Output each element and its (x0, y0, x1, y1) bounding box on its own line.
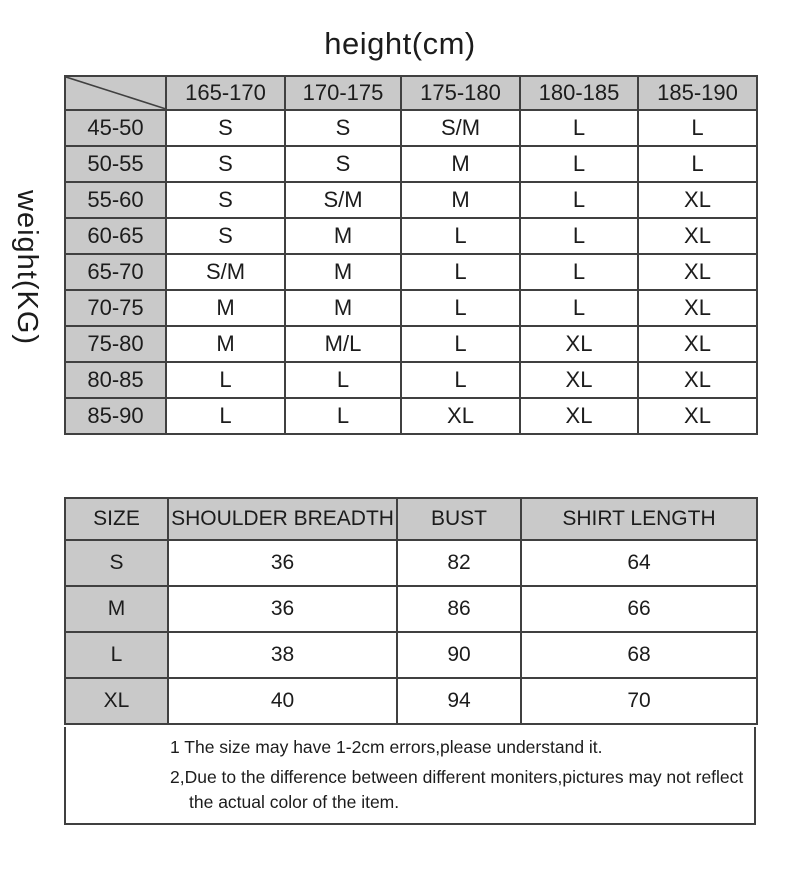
measurement-cell: 82 (397, 540, 521, 586)
measurement-cell: 70 (521, 678, 757, 724)
table-row (65, 586, 757, 632)
note-line-3: the actual color of the item. (189, 792, 400, 812)
size-cell: XL (520, 398, 638, 434)
table-row (65, 110, 757, 146)
measurement-cell: 40 (168, 678, 397, 724)
size-row-header: L (65, 632, 168, 678)
size-cell: L (285, 398, 401, 434)
weight-row-header: 75-80 (65, 326, 166, 362)
size-cell: L (401, 254, 520, 290)
measurement-column-header: SHOULDER BREADTH (168, 498, 397, 540)
size-cell: S (285, 146, 401, 182)
table-row (65, 632, 757, 678)
size-cell: L (638, 110, 757, 146)
measurement-cell: 94 (397, 678, 521, 724)
size-cell: L (520, 182, 638, 218)
notes-box (64, 727, 756, 825)
size-cell: L (401, 326, 520, 362)
size-cell: L (166, 362, 285, 398)
measurement-cell: 38 (168, 632, 397, 678)
weight-row-header: 50-55 (65, 146, 166, 182)
size-cell: XL (638, 326, 757, 362)
table-row (65, 218, 757, 254)
height-column-header: 165-170 (166, 76, 285, 110)
weight-row-header: 55-60 (65, 182, 166, 218)
size-cell: XL (520, 362, 638, 398)
table-header-row (65, 76, 757, 110)
measurement-cell: 86 (397, 586, 521, 632)
size-cell: M (285, 290, 401, 326)
size-cell: M (166, 326, 285, 362)
size-cell: L (285, 362, 401, 398)
size-cell: M (166, 290, 285, 326)
size-cell: XL (638, 398, 757, 434)
size-cell: XL (638, 362, 757, 398)
height-column-header: 175-180 (401, 76, 520, 110)
size-cell: L (520, 254, 638, 290)
size-cell: M (285, 254, 401, 290)
height-column-header: 185-190 (638, 76, 757, 110)
size-cell: L (401, 218, 520, 254)
size-cell: S (166, 218, 285, 254)
measurement-cell: 66 (521, 586, 757, 632)
size-cell: L (520, 146, 638, 182)
weight-row-header: 85-90 (65, 398, 166, 434)
axis-corner-cell (65, 76, 166, 110)
measurement-column-header: BUST (397, 498, 521, 540)
size-cell: S/M (285, 182, 401, 218)
weight-height-size-table (64, 75, 758, 435)
weight-row-header: 65-70 (65, 254, 166, 290)
size-cell: S/M (401, 110, 520, 146)
size-row-header: XL (65, 678, 168, 724)
size-cell: S (166, 182, 285, 218)
measurement-cell: 64 (521, 540, 757, 586)
height-column-header: 170-175 (285, 76, 401, 110)
weight-row-header: 70-75 (65, 290, 166, 326)
table-row (65, 362, 757, 398)
size-cell: XL (638, 218, 757, 254)
table-header-row (65, 498, 757, 540)
measurement-cell: 68 (521, 632, 757, 678)
size-cell: S (166, 146, 285, 182)
measurements-table (64, 497, 758, 725)
size-cell: S (285, 110, 401, 146)
measurement-column-header: SIZE (65, 498, 168, 540)
size-cell: L (401, 290, 520, 326)
table-row (65, 678, 757, 724)
size-cell: XL (638, 254, 757, 290)
size-cell: M/L (285, 326, 401, 362)
weight-row-header: 45-50 (65, 110, 166, 146)
size-row-header: M (65, 586, 168, 632)
size-cell: L (520, 110, 638, 146)
measurement-cell: 36 (168, 586, 397, 632)
size-cell: M (285, 218, 401, 254)
size-cell: M (401, 146, 520, 182)
size-cell: L (638, 146, 757, 182)
table-row (65, 290, 757, 326)
diagonal-line (66, 77, 165, 109)
size-cell: L (166, 398, 285, 434)
measurement-cell: 90 (397, 632, 521, 678)
table-row (65, 398, 757, 434)
height-axis-title: height(cm) (324, 26, 476, 61)
weight-row-header: 80-85 (65, 362, 166, 398)
size-cell: L (401, 362, 520, 398)
table-row (65, 182, 757, 218)
measurement-column-header: SHIRT LENGTH (521, 498, 757, 540)
size-cell: S/M (166, 254, 285, 290)
table-row (65, 254, 757, 290)
size-cell: L (520, 218, 638, 254)
table-row (65, 326, 757, 362)
measurement-cell: 36 (168, 540, 397, 586)
height-column-header: 180-185 (520, 76, 638, 110)
weight-axis-title: weight(KG) (11, 190, 43, 346)
size-cell: XL (520, 326, 638, 362)
note-line-1: 1 The size may have 1-2cm errors,please understand it. (170, 737, 603, 757)
size-cell: XL (638, 182, 757, 218)
note-line-2: 2,Due to the difference between different moniters,pictures may not reflect (170, 767, 744, 787)
size-cell: L (520, 290, 638, 326)
table-row (65, 540, 757, 586)
size-cell: M (401, 182, 520, 218)
size-cell: XL (401, 398, 520, 434)
size-cell: S (166, 110, 285, 146)
size-row-header: S (65, 540, 168, 586)
table-row (65, 146, 757, 182)
size-cell: XL (638, 290, 757, 326)
weight-row-header: 60-65 (65, 218, 166, 254)
